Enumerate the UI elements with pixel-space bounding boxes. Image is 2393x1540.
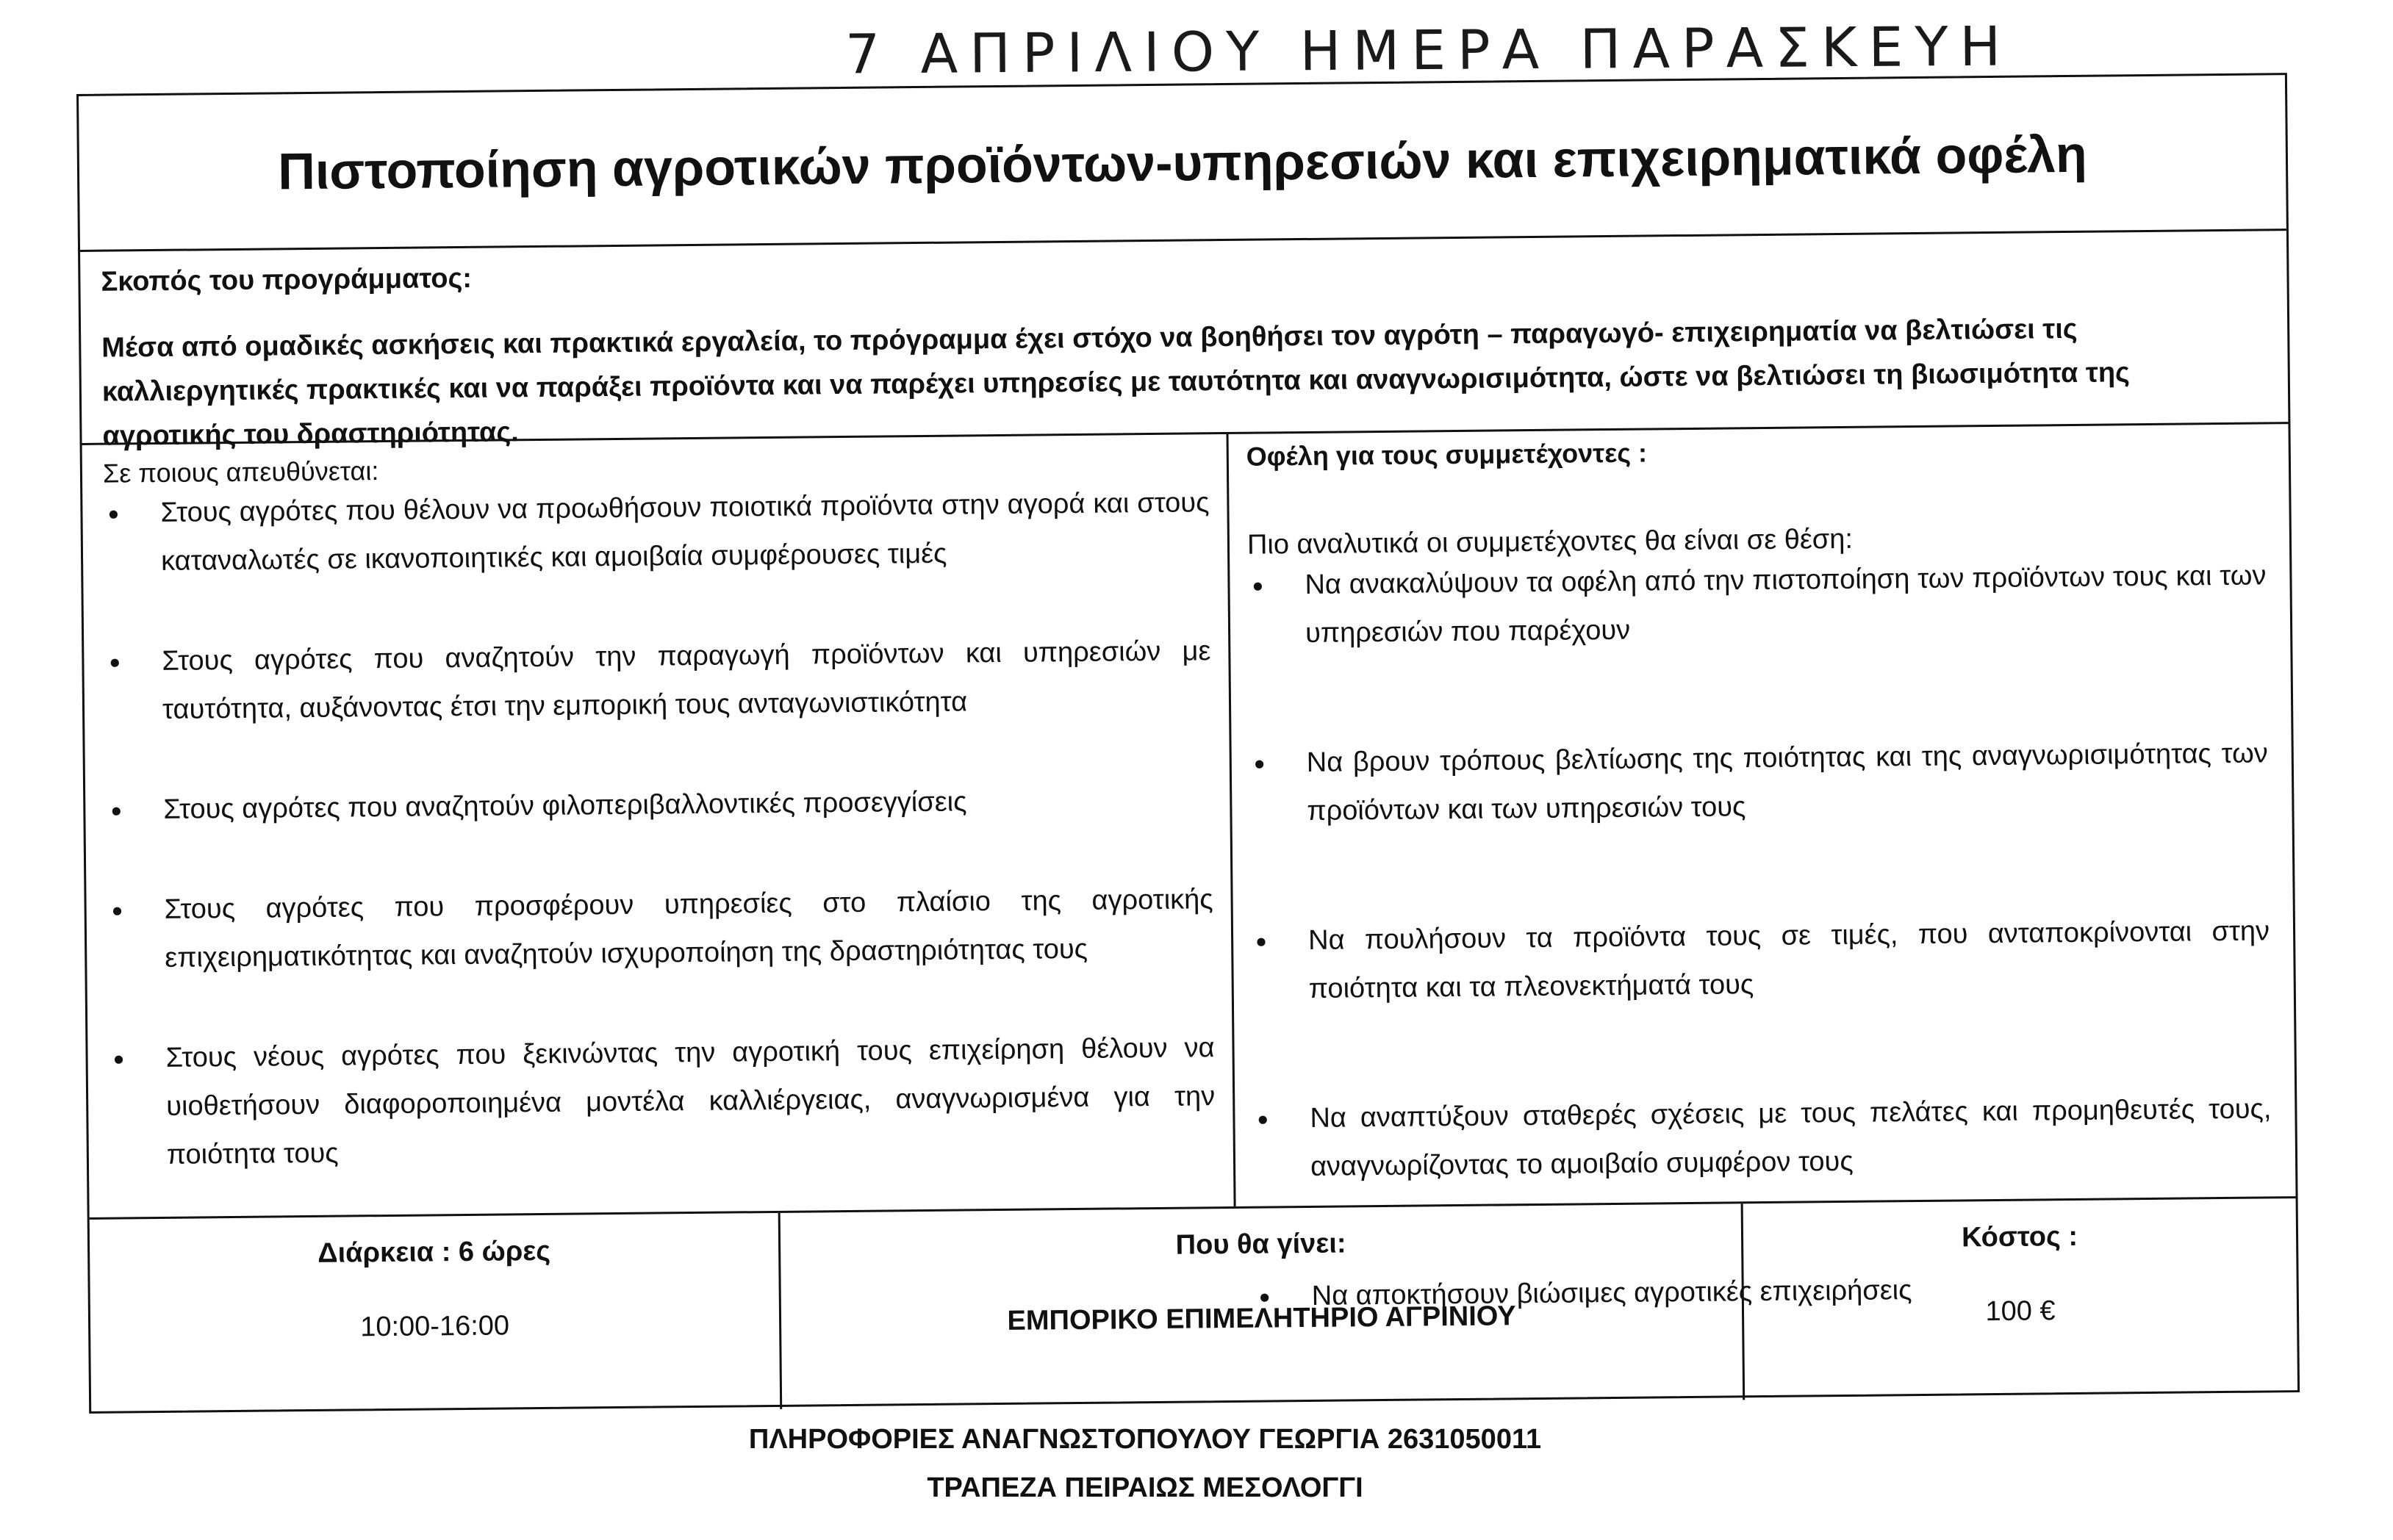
location-cell — [781, 1203, 1746, 1409]
cost-value: 100 € — [1985, 1295, 2056, 1328]
benefit-item: ● Να βρουν τρόπους βελτίωσης της ποιότητας και της αναγνωρισιμότητας των προϊόντων και των υπηρεσιών τους — [1249, 729, 2268, 835]
location-label: Που θα γίνει: — [1175, 1228, 1346, 1261]
benefits-intro: Πιο αναλυτικά οι συμμετέχοντες θα είναι σε θέση: — [1246, 523, 1854, 561]
benefit-item: ● Να αναπτύξουν σταθερές σχέσεις με τους πελάτες και προμηθευτές τους, αναγνωρίζοντας το αμοιβαίο συμφέρον τους — [1252, 1084, 2272, 1191]
venue-line: ΤΡΑΠΕΖΑ ΠΕΙΡΑΙΩΣ ΜΕΣΟΛΟΓΓΙ — [927, 1472, 1363, 1503]
audience-item: ● Στους αγρότες που αναζητούν την παραγωγή προϊόντων και υπηρεσιών με ταυτότητα, αυξάνοντας έτσι την εμπορική τους ανταγωνιστικότητα — [104, 627, 1211, 734]
duration-value: 10:00-16:00 — [360, 1310, 510, 1343]
audience-item: ● Στους αγρότες που θέλουν να προωθήσουν ποιοτικά προϊόντα στην αγορά και στους καταναλωτές σε ικανοποιητικές και αμοιβαία συμφέρουσες τιμές — [103, 478, 1210, 586]
program-title: Πιστοποίηση αγροτικών προϊόντων-υπηρεσιών και επιχειρηματικά οφέλη — [277, 125, 2087, 200]
benefit-item: ● Να ανακαλύψουν τα οφέλη από την πιστοποίηση των προϊόντων τους και των υπηρεσιών που παρέχουν — [1247, 551, 2267, 658]
handwritten-date-note: 7 ΑΠΡΙΛΙΟΥ ΗΜΕΡΑ ΠΑΡΑΣΚΕΥΗ — [844, 15, 2013, 87]
audience-column — [82, 434, 1236, 1217]
purpose-section — [80, 231, 2288, 452]
audience-heading: Σε ποιους απευθύνεται: — [102, 456, 379, 489]
purpose-label: Σκοπός του προγράμματος: — [101, 262, 473, 298]
cost-cell — [1743, 1198, 2298, 1400]
purpose-text: Μέσα από ομαδικές ασκήσεις και πρακτικά εργαλεία, το πρόγραμμα έχει στόχο να βοηθήσει τον αγρότη – παραγωγό- επιχειρηματία να βελτιώσει τις καλλιεργητικές πρακτικές και να παράξει προϊόντα και να παρέχει υπηρεσίες με ταυτότητα και αναγνωρισιμότητα, ώστε να βελτιώσει τη βιωσιμότητα της αγροτικής του δραστηριότητας. — [101, 313, 2131, 452]
audience-list — [103, 478, 1216, 1179]
audience-item: ● Στους νέους αγρότες που ξεκινώντας την αγροτική τους επιχείρηση θέλουν να υιοθετήσουν διαφοροποιημένα μοντέλα καλλιέργειας, αναγνωρισμένα για την ποιότητα τους — [108, 1023, 1216, 1179]
contact-info — [0, 1415, 2393, 1512]
benefit-item: ● Να αποκτήσουν βιώσιμες αγροτικές επιχειρήσεις — [1254, 1262, 2273, 1320]
audience-item: ● Στους αγρότες που προσφέρουν υπηρεσίες στο πλαίσιο της αγροτικής επιχειρηματικότητας και αναζητούν ισχυροποίηση της δραστηριότητας τους — [107, 875, 1213, 982]
program-sheet — [76, 73, 2300, 1414]
benefit-item: ● Να πουλήσουν τα προϊόντα τους σε τιμές, που ανταποκρίνονται στην ποιότητα και τα πλεονεκτήματά τους — [1251, 907, 2270, 1013]
benefits-heading: Οφέλη για τους συμμετέχοντες : — [1246, 437, 1648, 472]
location-value: ΕΜΠΟΡΙΚΟ ΕΠΙΜΕΛΗΤΗΡΙΟ ΑΓΡΙΝΙΟΥ — [1007, 1300, 1516, 1336]
duration-label: Διάρκεια : 6 ώρες — [317, 1235, 551, 1269]
duration-cell — [90, 1213, 783, 1416]
cost-label: Κόστος : — [1961, 1220, 2078, 1253]
audience-item: ● Στους αγρότες που αναζητούν φιλοπεριβαλλοντικές προσεγγίσεις — [106, 775, 1213, 834]
contact-line: ΠΛΗΡΟΦΟΡΙΕΣ ΑΝΑΓΝΩΣΤΟΠΟΥΛΟΥ ΓΕΩΡΓΙΑ 2631050011 — [748, 1424, 1542, 1455]
footer-row — [90, 1198, 2297, 1416]
title-box — [79, 75, 2286, 252]
